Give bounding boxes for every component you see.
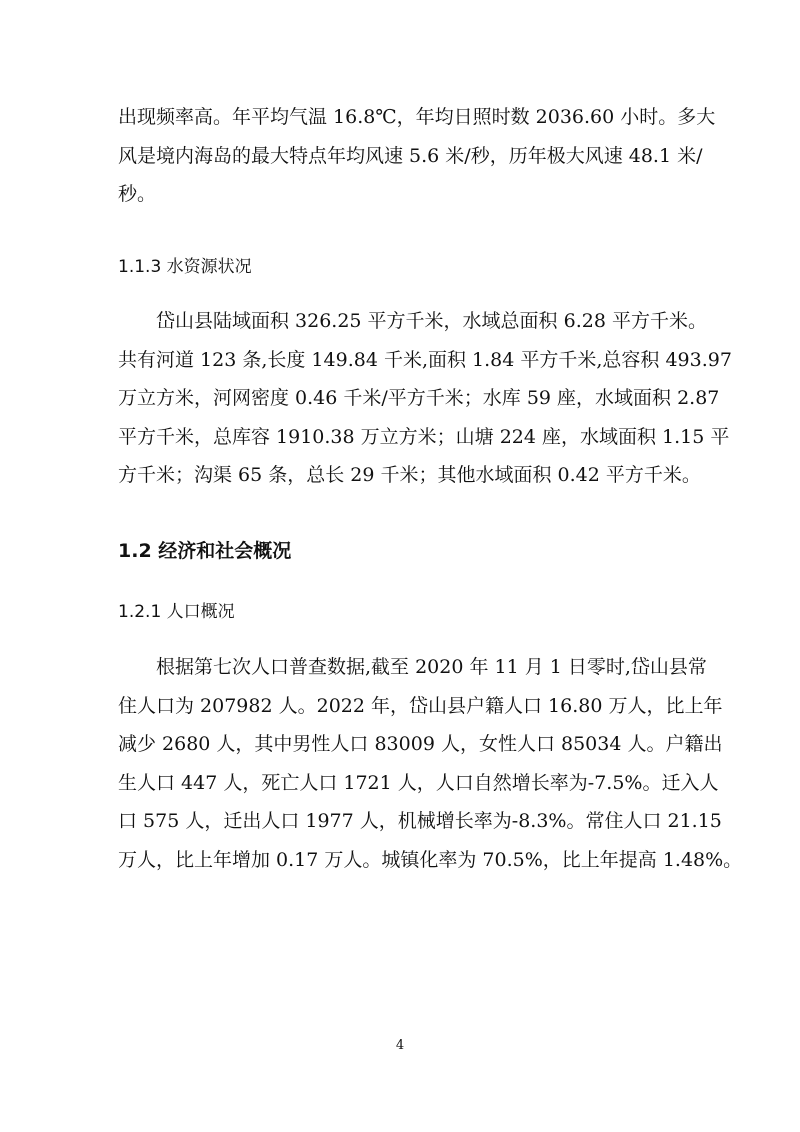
text-line: 万立方米，河网密度 0.46 千米/平方千米；水库 59 座，水域面积 2.87 — [118, 387, 720, 410]
paragraph-water-resources — [118, 302, 732, 495]
section-heading-economy-society: 1.2 经济和社会概况 — [118, 540, 292, 562]
text-line: 减少 2680 人，其中男性人口 83009 人，女性人口 85034 人。户籍出 — [118, 733, 723, 756]
paragraph-population — [118, 648, 743, 880]
text-line: 万人，比上年增加 0.17 万人。城镇化率为 70.5%，比上年提高 1.48%。 — [118, 848, 743, 871]
text-line: 秒。 — [118, 183, 157, 206]
page-number: 4 — [395, 1038, 405, 1053]
text-line: 方千米；沟渠 65 条，总长 29 千米；其他水域面积 0.42 平方千米。 — [118, 464, 701, 487]
text-line: 口 575 人，迁出人口 1977 人，机械增长率为-8.3%。常住人口 21.15 — [118, 810, 722, 833]
section-heading-water-resources: 1.1.3 水资源状况 — [118, 257, 252, 277]
text-line: 生人口 447 人，死亡人口 1721 人，人口自然增长率为-7.5%。迁入人 — [118, 771, 719, 794]
section-heading-population: 1.2.1 人口概况 — [118, 602, 235, 622]
text-line: 出现频率高。年平均气温 16.8℃，年均日照时数 2036.60 小时。多大 — [118, 106, 716, 128]
text-line: 住人口为 207982 人。2022 年，岱山县户籍人口 16.80 万人，比上年 — [118, 694, 723, 717]
paragraph-climate — [118, 98, 716, 214]
text-line: 根据第七次人口普查数据,截至 2020 年 11 月 1 日零时,岱山县常 — [118, 656, 707, 678]
text-line: 岱山县陆域面积 326.25 平方千米，水域总面积 6.28 平方千米。 — [118, 310, 707, 332]
text-line: 风是境内海岛的最大特点年均风速 5.6 米/秒，历年极大风速 48.1 米/ — [118, 144, 703, 167]
text-line: 共有河道 123 条,长度 149.84 千米,面积 1.84 平方千米,总容积 493.97 — [118, 348, 732, 371]
text-line: 平方千米，总库容 1910.38 万立方米；山塘 224 座，水域面积 1.15 平 — [118, 425, 730, 448]
